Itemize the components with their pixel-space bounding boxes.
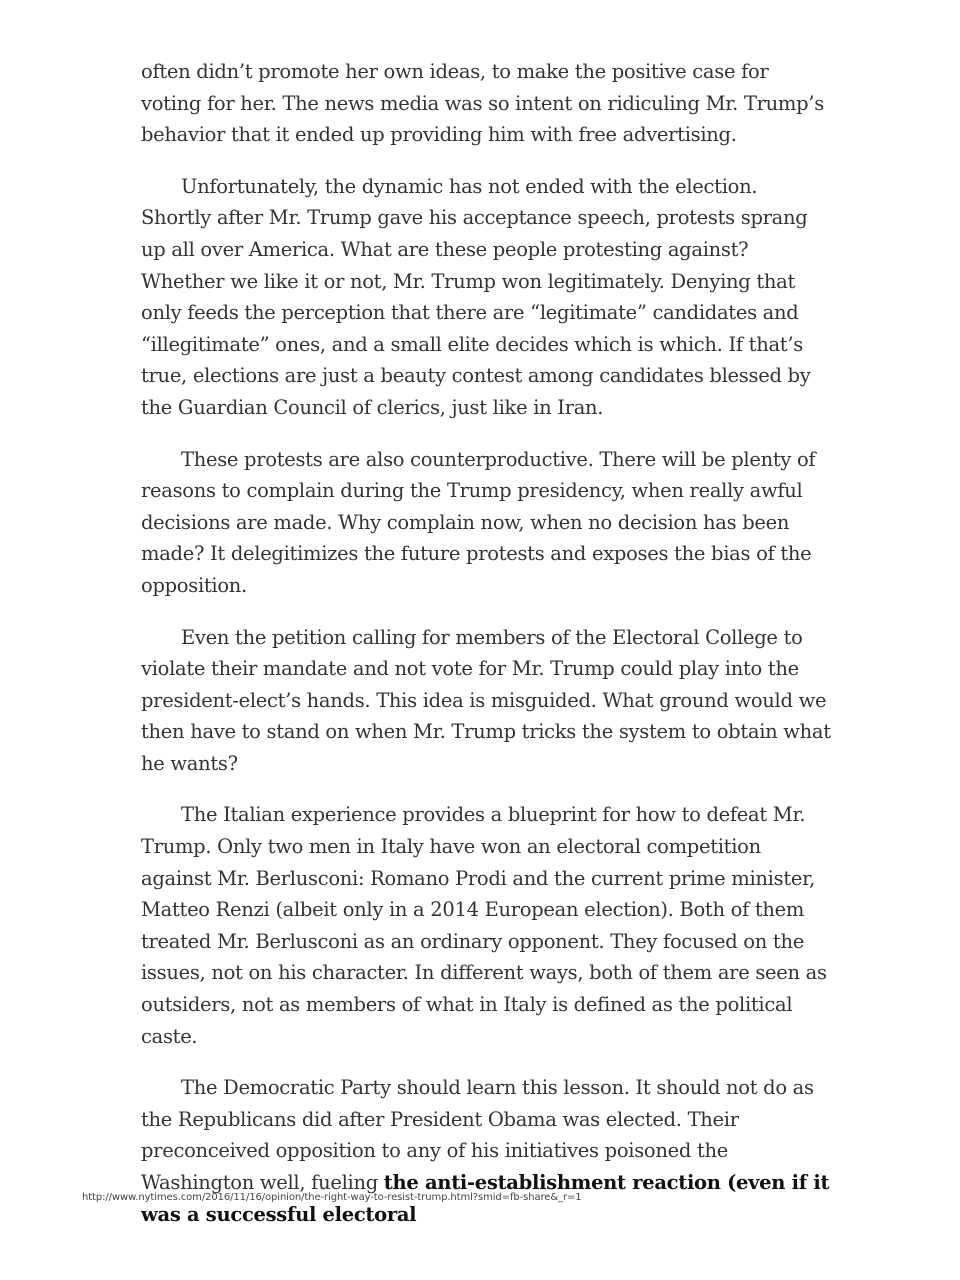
article-paragraph: Unfortunately, the dynamic has not ended with the election. Shortly after Mr. Trump gave his acceptance speech, protests sprang up all over America. What are these people protesting against? Whether we like it or not, Mr. Trump won legitimately. Denying that only feeds the perception that there are “legitimate” candidates and “illegitimate” ones, and a small elite decides which is which. If that’s true, elections are just a beauty contest among candidates blessed by the Guardian Council of clerics, just like in Iran. bbox=[141, 174, 811, 419]
article-paragraph: These protests are also counterproductive. There will be plenty of reasons to complain during the Trump presidency, when really awful decisions are made. Why complain now, when no decision has been made? It delegitimizes the future protests and exposes the bias of the opposition. bbox=[141, 447, 816, 597]
article-link[interactable]: the anti-establishment reaction (even if it was a successful electoral bbox=[141, 1171, 830, 1226]
article-paragraph: The Italian experience provides a blueprint for how to defeat Mr. Trump. Only two men in Italy have won an electoral competition against Mr. Berlusconi: Romano Prodi and the current prime minister, Matteo Renzi (albeit only in a 2014 European election). Both of them treated Mr. Berlusconi as an ordinary opponent. They focused on the issues, not on his character. In different ways, both of them are seen as outsiders, not as members of what in Italy is defined as the political caste. bbox=[141, 803, 827, 1048]
page-footer-url: http://www.nytimes.com/2016/11/16/opinion/the-right-way-to-resist-trump.html?smid=fb-share&_r=1 bbox=[82, 1192, 582, 1203]
article-body bbox=[141, 56, 831, 1230]
article-paragraph: Even the petition calling for members of the Electoral College to violate their mandate and not vote for Mr. Trump could play into the president-elect’s hands. This idea is misguided. What ground would we then have to stand on when Mr. Trump tricks the system to obtain what he wants? bbox=[141, 625, 831, 775]
paragraph-text: The Democratic Party should learn this lesson. It should not do as the Republicans did after President Obama was elected. Their preconceived opposition to any of his initiatives poisoned the Washington well, fueling bbox=[141, 1076, 814, 1194]
article-paragraph-last bbox=[141, 1072, 831, 1230]
article-paragraph: often didn’t promote her own ideas, to make the positive case for voting for her. The news media was so intent on ridiculing Mr. Trump’s behavior that it ended up providing him with free advertising. bbox=[141, 60, 824, 147]
